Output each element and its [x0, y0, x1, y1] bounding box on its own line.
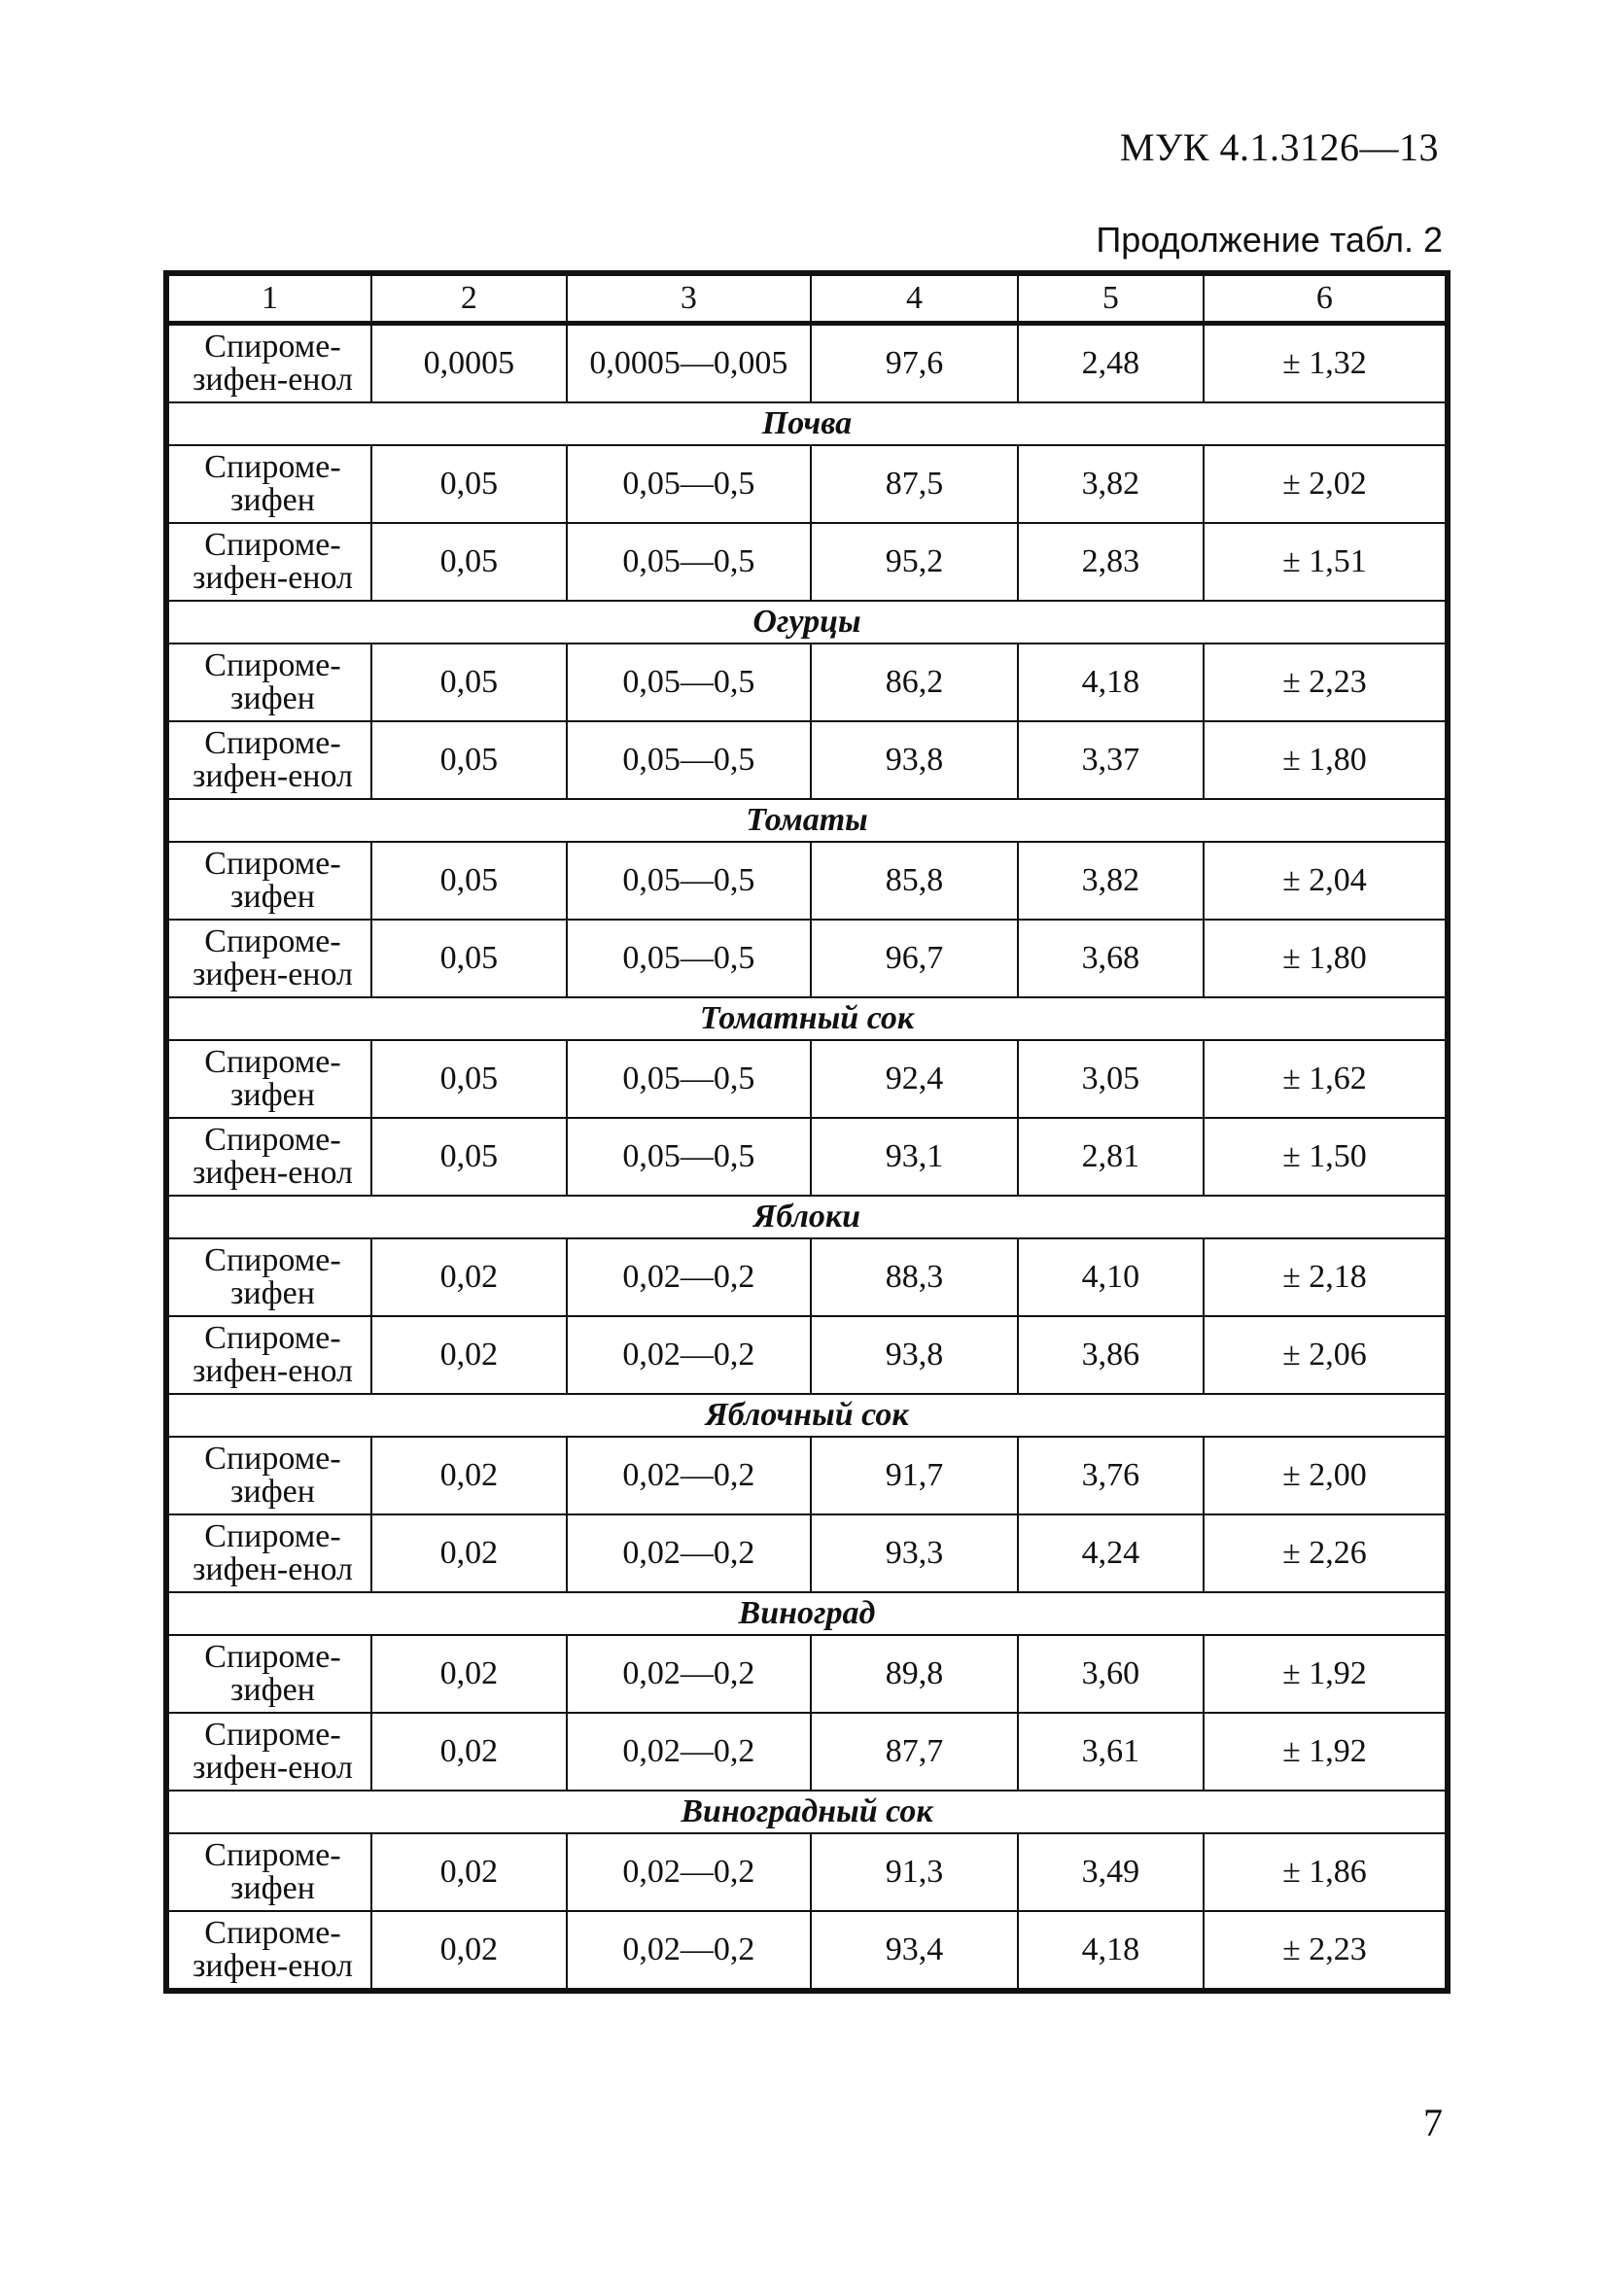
cell-c5: 3,61: [1018, 1713, 1204, 1791]
column-header-4: 4: [811, 275, 1018, 324]
group-header-row: [168, 799, 1446, 842]
cell-c4: 93,4: [811, 1911, 1018, 1989]
cell-c2: 0,05: [371, 523, 567, 601]
group-header-row: [168, 1394, 1446, 1437]
table-row: [168, 523, 1446, 601]
table-row: [168, 1635, 1446, 1713]
substance-name-line: зифен-енол: [192, 560, 354, 596]
cell-c5: 3,68: [1018, 920, 1204, 997]
substance-name-line: Спироме-: [204, 329, 341, 365]
cell-c4: 86,2: [811, 644, 1018, 721]
substance-name-line: Спироме-: [204, 527, 341, 563]
cell-c3: 0,02—0,2: [567, 1833, 811, 1911]
column-header-5: 5: [1018, 275, 1204, 324]
table-body: [168, 324, 1446, 1990]
substance-name-line: Спироме-: [204, 647, 341, 683]
cell-c2: 0,02: [371, 1316, 567, 1394]
cell-c4: 93,3: [811, 1514, 1018, 1592]
cell-c3: 0,02—0,2: [567, 1316, 811, 1394]
cell-c3: 0,02—0,2: [567, 1635, 811, 1713]
cell-c4: 93,8: [811, 721, 1018, 799]
cell-c4: 96,7: [811, 920, 1018, 997]
cell-c4: 91,3: [811, 1833, 1018, 1911]
cell-c6: ± 2,04: [1204, 842, 1446, 920]
table-row: [168, 324, 1446, 403]
substance-name-line: зифен-енол: [192, 1948, 354, 1984]
substance-name-line: Спироме-: [204, 449, 341, 485]
cell-c2: 0,05: [371, 644, 567, 721]
substance-name-line: зифен: [230, 1870, 315, 1906]
cell-c4: 87,5: [811, 445, 1018, 523]
substance-name-line: зифен-енол: [192, 1155, 354, 1191]
cell-c5: 3,37: [1018, 721, 1204, 799]
column-header-3: 3: [567, 275, 811, 324]
document-code: МУК 4.1.3126—13: [1119, 125, 1439, 169]
results-table: [167, 274, 1447, 1990]
cell-c5: 3,82: [1018, 842, 1204, 920]
cell-c4: 91,7: [811, 1437, 1018, 1514]
substance-name-cell: [168, 324, 371, 403]
substance-name-line: Спироме-: [204, 1320, 341, 1356]
substance-name-cell: [168, 920, 371, 997]
cell-c3: 0,05—0,5: [567, 920, 811, 997]
cell-c3: 0,02—0,2: [567, 1911, 811, 1989]
group-header-row: [168, 1791, 1446, 1833]
substance-name-cell: [168, 1316, 371, 1394]
cell-c2: 0,05: [371, 1118, 567, 1196]
group-title: Почва: [168, 402, 1446, 445]
cell-c4: 92,4: [811, 1040, 1018, 1118]
table-row: [168, 644, 1446, 721]
substance-name-cell: [168, 1911, 371, 1989]
table-header-row: [168, 275, 1446, 324]
cell-c3: 0,05—0,5: [567, 1118, 811, 1196]
table-row: [168, 1911, 1446, 1989]
substance-name-cell: [168, 1514, 371, 1592]
substance-name-line: Спироме-: [204, 1518, 341, 1554]
group-header-row: [168, 1592, 1446, 1635]
substance-name-line: Спироме-: [204, 923, 341, 959]
cell-c6: ± 2,23: [1204, 1911, 1446, 1989]
table-row: [168, 1514, 1446, 1592]
cell-c3: 0,02—0,2: [567, 1713, 811, 1791]
table-row: [168, 1833, 1446, 1911]
substance-name-line: Спироме-: [204, 725, 341, 761]
cell-c3: 0,05—0,5: [567, 523, 811, 601]
cell-c4: 93,1: [811, 1118, 1018, 1196]
table-row: [168, 1437, 1446, 1514]
column-header-1: 1: [168, 275, 371, 324]
substance-name-line: Спироме-: [204, 1915, 341, 1951]
cell-c5: 4,18: [1018, 1911, 1204, 1989]
cell-c3: 0,02—0,2: [567, 1437, 811, 1514]
group-title: Томаты: [168, 799, 1446, 842]
substance-name-line: зифен: [230, 1672, 315, 1708]
table-row: [168, 445, 1446, 523]
substance-name-line: Спироме-: [204, 1122, 341, 1158]
substance-name-line: зифен: [230, 482, 315, 518]
table-row: [168, 721, 1446, 799]
results-table-container: [163, 270, 1451, 1994]
substance-name-line: Спироме-: [204, 1837, 341, 1873]
cell-c2: 0,02: [371, 1437, 567, 1514]
group-title: Яблочный сок: [168, 1394, 1446, 1437]
cell-c6: ± 2,00: [1204, 1437, 1446, 1514]
table-row: [168, 842, 1446, 920]
substance-name-line: Спироме-: [204, 1044, 341, 1080]
cell-c2: 0,02: [371, 1713, 567, 1791]
cell-c3: 0,02—0,2: [567, 1514, 811, 1592]
cell-c3: 0,0005—0,005: [567, 324, 811, 403]
substance-name-line: зифен-енол: [192, 1551, 354, 1587]
cell-c4: 95,2: [811, 523, 1018, 601]
substance-name-line: зифен-енол: [192, 1750, 354, 1786]
cell-c4: 89,8: [811, 1635, 1018, 1713]
cell-c4: 93,8: [811, 1316, 1018, 1394]
table-row: [168, 920, 1446, 997]
group-header-row: [168, 1196, 1446, 1238]
cell-c2: 0,02: [371, 1635, 567, 1713]
cell-c3: 0,05—0,5: [567, 1040, 811, 1118]
substance-name-line: зифен-енол: [192, 758, 354, 794]
cell-c5: 4,10: [1018, 1238, 1204, 1316]
cell-c3: 0,05—0,5: [567, 644, 811, 721]
cell-c2: 0,02: [371, 1833, 567, 1911]
cell-c4: 88,3: [811, 1238, 1018, 1316]
cell-c6: ± 2,26: [1204, 1514, 1446, 1592]
cell-c6: ± 1,62: [1204, 1040, 1446, 1118]
substance-name-cell: [168, 1238, 371, 1316]
substance-name-cell: [168, 1833, 371, 1911]
cell-c6: ± 1,32: [1204, 324, 1446, 403]
cell-c6: ± 2,06: [1204, 1316, 1446, 1394]
substance-name-line: зифен-енол: [192, 1353, 354, 1389]
cell-c5: 2,48: [1018, 324, 1204, 403]
cell-c2: 0,02: [371, 1911, 567, 1989]
cell-c3: 0,05—0,5: [567, 721, 811, 799]
substance-name-cell: [168, 644, 371, 721]
column-header-2: 2: [371, 275, 567, 324]
cell-c6: ± 1,80: [1204, 920, 1446, 997]
table-row: [168, 1238, 1446, 1316]
group-title: Виноград: [168, 1592, 1446, 1635]
group-header-row: [168, 997, 1446, 1040]
substance-name-cell: [168, 721, 371, 799]
substance-name-cell: [168, 523, 371, 601]
substance-name-cell: [168, 842, 371, 920]
cell-c4: 85,8: [811, 842, 1018, 920]
cell-c5: 3,86: [1018, 1316, 1204, 1394]
group-title: Яблоки: [168, 1196, 1446, 1238]
cell-c3: 0,05—0,5: [567, 842, 811, 920]
group-header-row: [168, 402, 1446, 445]
cell-c5: 3,76: [1018, 1437, 1204, 1514]
table-row: [168, 1316, 1446, 1394]
cell-c5: 2,83: [1018, 523, 1204, 601]
cell-c2: 0,05: [371, 1040, 567, 1118]
substance-name-line: зифен: [230, 1474, 315, 1510]
substance-name-line: Спироме-: [204, 1441, 341, 1477]
group-title: Томатный сок: [168, 997, 1446, 1040]
substance-name-line: Спироме-: [204, 1242, 341, 1278]
substance-name-cell: [168, 1040, 371, 1118]
cell-c6: ± 1,92: [1204, 1713, 1446, 1791]
page-number: 7: [1423, 2101, 1443, 2144]
cell-c6: ± 1,92: [1204, 1635, 1446, 1713]
cell-c6: ± 1,86: [1204, 1833, 1446, 1911]
table-continuation-caption: Продолжение табл. 2: [1096, 220, 1443, 260]
cell-c2: 0,02: [371, 1238, 567, 1316]
cell-c2: 0,02: [371, 1514, 567, 1592]
substance-name-cell: [168, 1437, 371, 1514]
substance-name-line: Спироме-: [204, 1717, 341, 1753]
cell-c4: 87,7: [811, 1713, 1018, 1791]
table-row: [168, 1118, 1446, 1196]
substance-name-line: Спироме-: [204, 846, 341, 882]
cell-c3: 0,02—0,2: [567, 1238, 811, 1316]
substance-name-line: зифен: [230, 879, 315, 915]
group-header-row: [168, 601, 1446, 644]
cell-c5: 3,60: [1018, 1635, 1204, 1713]
group-title: Огурцы: [168, 601, 1446, 644]
cell-c2: 0,05: [371, 842, 567, 920]
table-row: [168, 1040, 1446, 1118]
substance-name-line: зифен: [230, 680, 315, 716]
cell-c5: 4,24: [1018, 1514, 1204, 1592]
cell-c4: 97,6: [811, 324, 1018, 403]
cell-c2: 0,05: [371, 721, 567, 799]
cell-c5: 4,18: [1018, 644, 1204, 721]
substance-name-cell: [168, 1635, 371, 1713]
group-title: Виноградный сок: [168, 1791, 1446, 1833]
substance-name-line: зифен-енол: [192, 957, 354, 992]
substance-name-line: зифен-енол: [192, 362, 354, 398]
table-row: [168, 1713, 1446, 1791]
cell-c5: 3,49: [1018, 1833, 1204, 1911]
substance-name-cell: [168, 1713, 371, 1791]
substance-name-line: зифен: [230, 1077, 315, 1113]
cell-c3: 0,05—0,5: [567, 445, 811, 523]
cell-c5: 3,05: [1018, 1040, 1204, 1118]
substance-name-cell: [168, 445, 371, 523]
cell-c5: 3,82: [1018, 445, 1204, 523]
cell-c5: 2,81: [1018, 1118, 1204, 1196]
cell-c6: ± 1,51: [1204, 523, 1446, 601]
cell-c2: 0,0005: [371, 324, 567, 403]
substance-name-line: зифен: [230, 1275, 315, 1311]
cell-c6: ± 2,18: [1204, 1238, 1446, 1316]
cell-c6: ± 1,50: [1204, 1118, 1446, 1196]
substance-name-cell: [168, 1118, 371, 1196]
cell-c6: ± 2,23: [1204, 644, 1446, 721]
column-header-6: 6: [1204, 275, 1446, 324]
cell-c6: ± 2,02: [1204, 445, 1446, 523]
substance-name-line: Спироме-: [204, 1639, 341, 1675]
cell-c2: 0,05: [371, 445, 567, 523]
cell-c2: 0,05: [371, 920, 567, 997]
cell-c6: ± 1,80: [1204, 721, 1446, 799]
